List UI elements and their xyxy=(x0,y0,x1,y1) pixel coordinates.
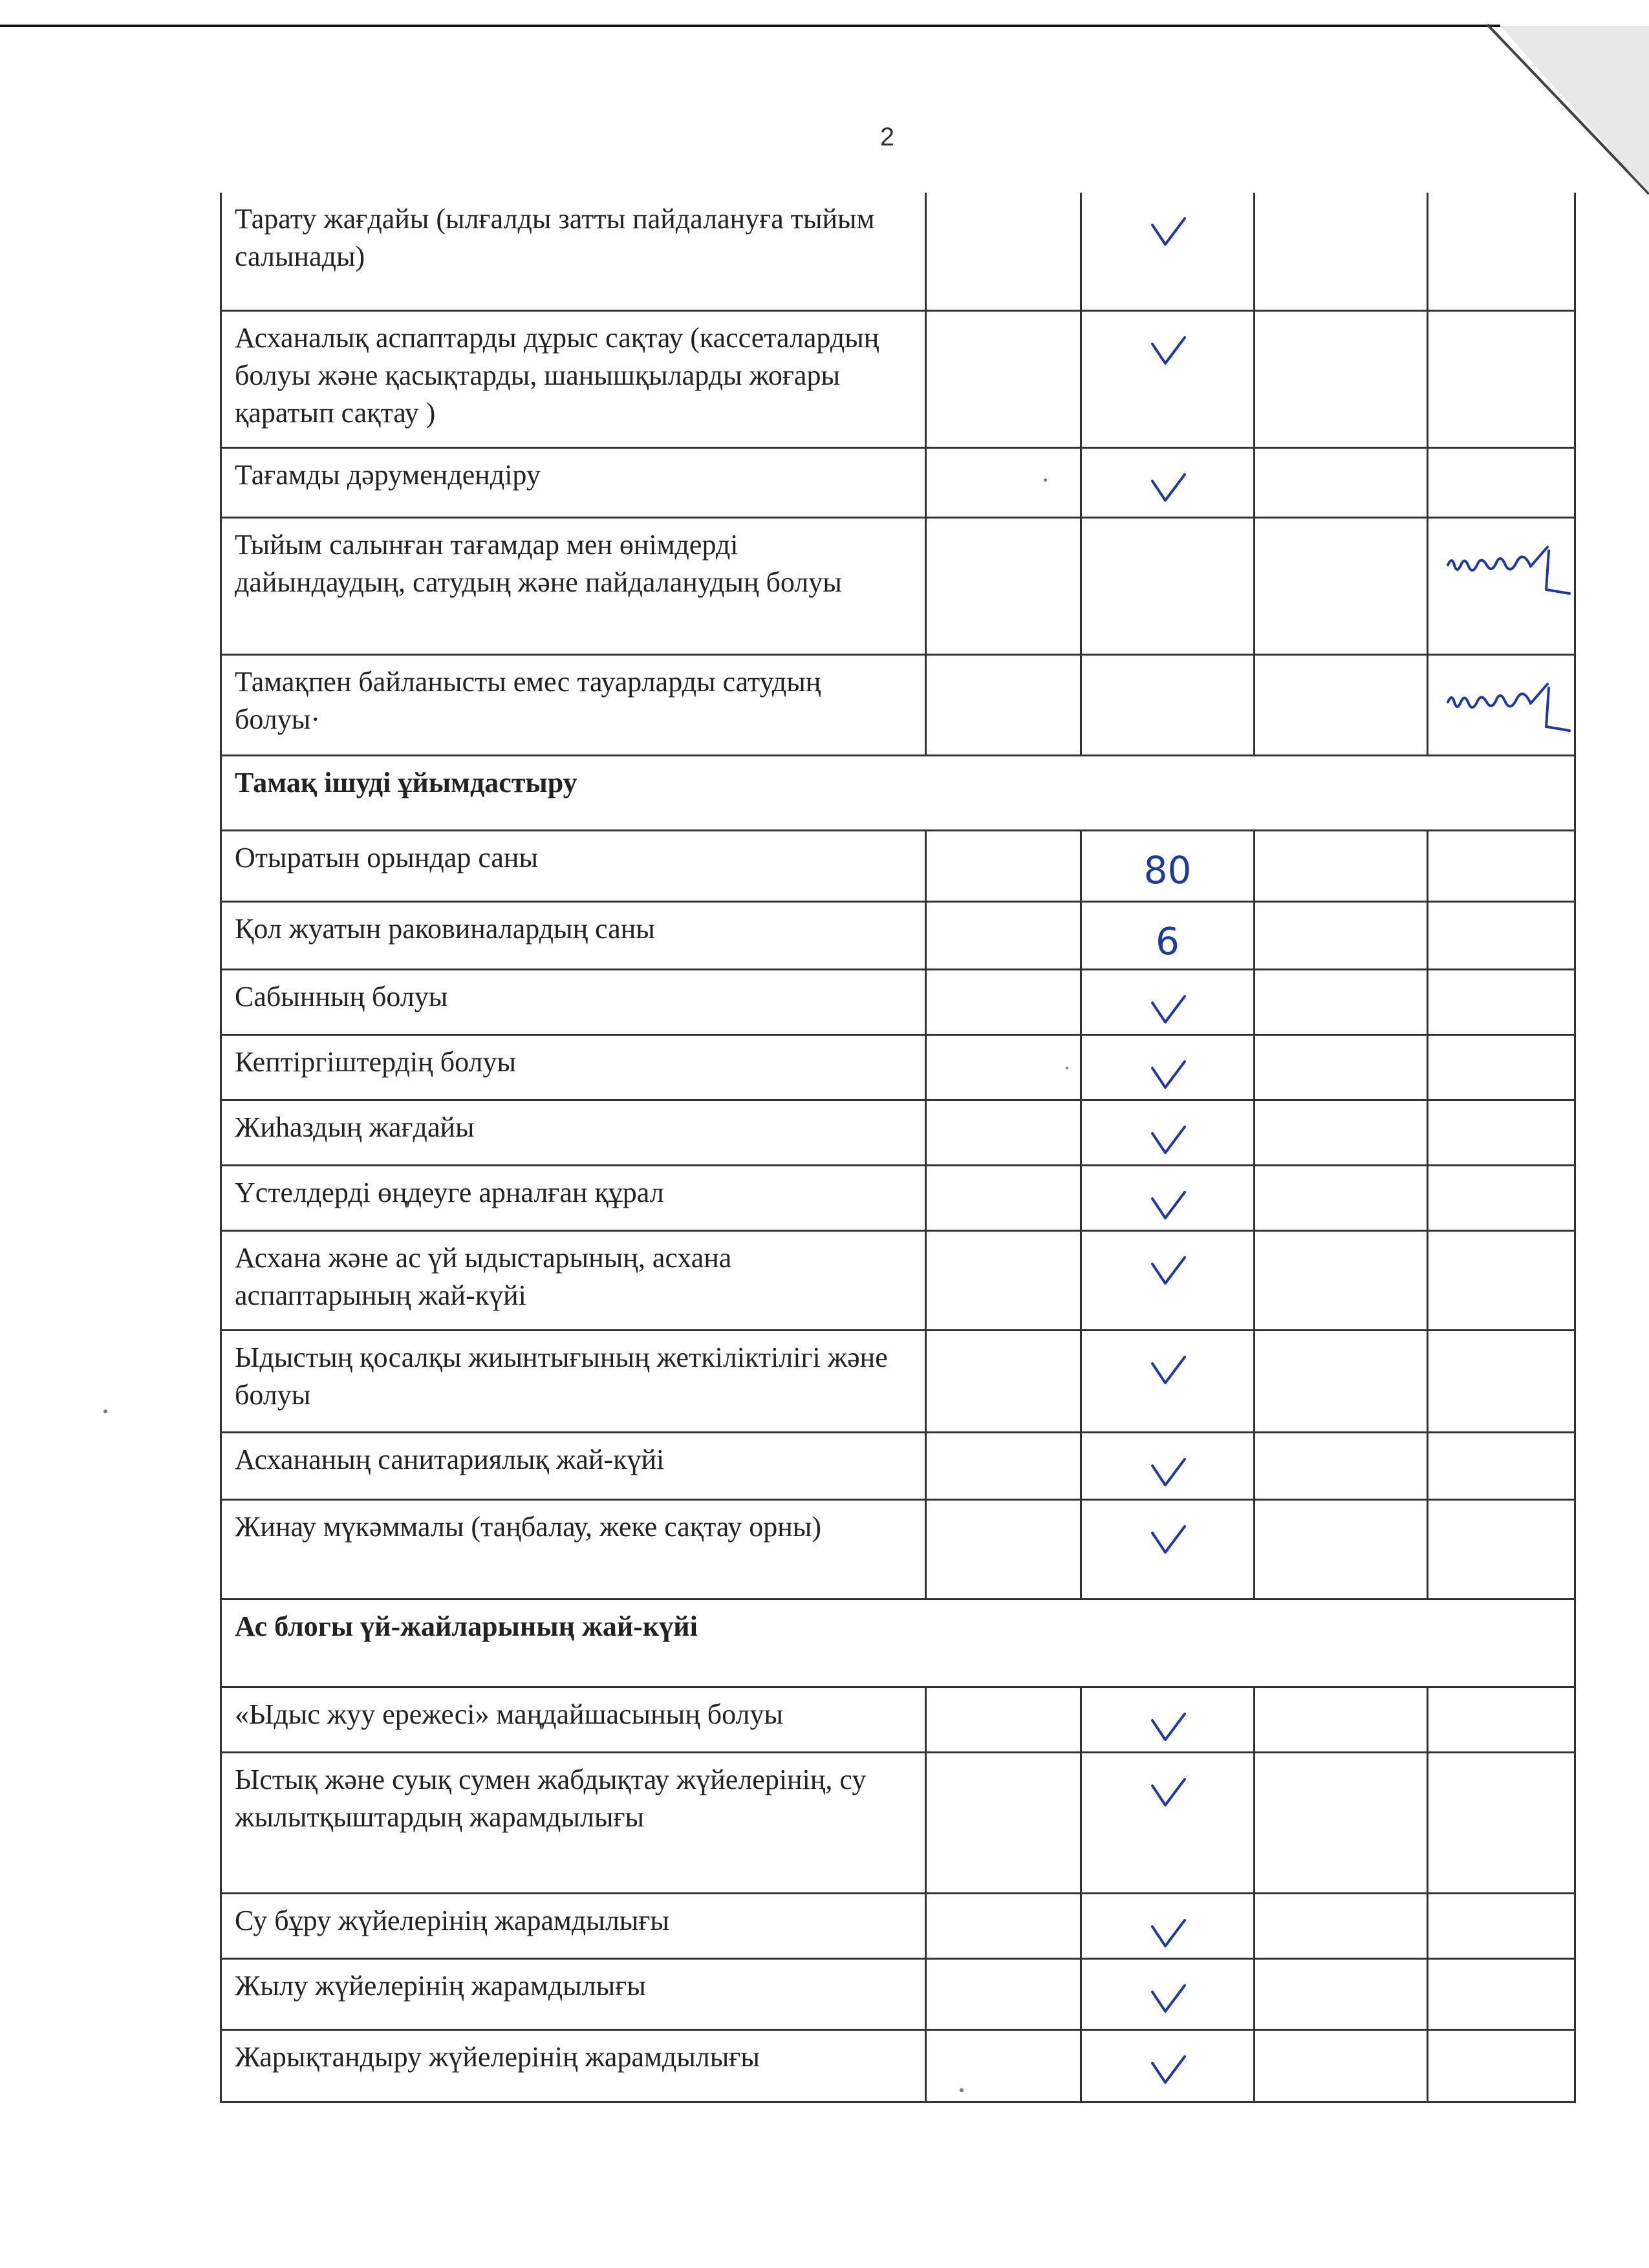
item-label: Жиһаздың жағдайы xyxy=(221,1100,926,1165)
mark-cell xyxy=(1428,1165,1575,1230)
mark-cell xyxy=(926,1687,1081,1752)
scan-speck xyxy=(960,2088,964,2092)
item-label: Асхана және ас үй ыдыстарының, асхана аспаптарының жай-күйі xyxy=(221,1230,926,1330)
checkmark-icon xyxy=(1148,335,1187,367)
checkmark-icon xyxy=(1148,1983,1187,2015)
item-label: Тарату жағдайы (ылғалды затты пайдалануға тыйым салынады) xyxy=(221,193,926,310)
mark-cell xyxy=(1255,1100,1428,1165)
item-label: Қол жуатын раковиналардың саны xyxy=(221,901,926,969)
mark-cell xyxy=(1081,1958,1255,2029)
mark-cell xyxy=(1081,2029,1255,2102)
mark-cell xyxy=(926,654,1081,755)
handwritten-negative-mark xyxy=(1441,676,1577,734)
mark-cell xyxy=(926,1165,1081,1230)
mark-cell xyxy=(1428,517,1575,654)
item-label: Отыратын орындар саны xyxy=(221,830,926,901)
mark-cell xyxy=(1428,1034,1575,1100)
mark-cell xyxy=(1428,654,1575,755)
mark-cell xyxy=(1081,1499,1255,1599)
mark-cell xyxy=(1081,517,1255,654)
mark-cell xyxy=(1255,517,1428,654)
table-row xyxy=(221,1499,1575,1599)
handwritten-value: 6 xyxy=(1156,919,1180,963)
mark-cell xyxy=(1255,1499,1428,1599)
mark-cell xyxy=(1428,1330,1575,1432)
mark-cell xyxy=(926,1100,1081,1165)
mark-cell xyxy=(926,830,1081,901)
table-row xyxy=(221,1432,1575,1499)
mark-cell xyxy=(926,1034,1081,1100)
mark-cell xyxy=(1428,1752,1575,1893)
mark-cell xyxy=(926,310,1081,447)
page-number: 2 xyxy=(879,123,895,151)
checkmark-icon xyxy=(1148,2054,1187,2086)
table-row xyxy=(221,193,1575,310)
item-label: Жылу жүйелерінің жарамдылығы xyxy=(221,1958,926,2029)
mark-cell xyxy=(926,193,1081,310)
table-row xyxy=(221,1165,1575,1230)
item-label: Тамақпен байланысты емес тауарларды сатудың болуы· xyxy=(221,654,926,755)
table-row xyxy=(221,901,1575,969)
checkmark-icon xyxy=(1148,1777,1187,1809)
table-row xyxy=(221,517,1575,654)
scan-speck xyxy=(1066,1067,1068,1069)
mark-cell xyxy=(926,969,1081,1034)
table-row xyxy=(221,1230,1575,1330)
mark-cell xyxy=(926,1330,1081,1432)
item-label: Жинау мүкәммалы (таңбалау, жеке сақтау орны) xyxy=(221,1499,926,1599)
table-row xyxy=(221,1100,1575,1165)
table-row xyxy=(221,447,1575,517)
item-label: Су бұру жүйелерінің жарамдылығы xyxy=(221,1893,926,1958)
table-row xyxy=(221,1752,1575,1893)
mark-cell xyxy=(1428,830,1575,901)
table-row xyxy=(221,830,1575,901)
scan-speck xyxy=(1044,478,1047,482)
table-row xyxy=(221,2029,1575,2102)
mark-cell xyxy=(926,1752,1081,1893)
mark-cell xyxy=(926,2029,1081,2102)
mark-cell xyxy=(1081,310,1255,447)
mark-cell xyxy=(1428,1958,1575,2029)
mark-cell xyxy=(1428,1100,1575,1165)
mark-cell xyxy=(1428,1893,1575,1958)
mark-cell xyxy=(1255,830,1428,901)
checkmark-icon xyxy=(1148,1059,1187,1091)
mark-cell xyxy=(1081,1752,1255,1893)
checkmark-icon xyxy=(1148,216,1187,248)
mark-cell xyxy=(1255,1432,1428,1499)
mark-cell xyxy=(1081,1165,1255,1230)
section-title: Тамақ ішуді ұйымдастыру xyxy=(221,755,1575,830)
item-label: Үстелдерді өңдеуге арналған құрал xyxy=(221,1165,926,1230)
mark-cell xyxy=(1255,969,1428,1034)
mark-cell xyxy=(926,1230,1081,1330)
mark-cell xyxy=(1428,1432,1575,1499)
item-label: Асхананың санитариялық жай-күйі xyxy=(221,1432,926,1499)
mark-cell xyxy=(926,901,1081,969)
mark-cell xyxy=(1255,1034,1428,1100)
table-row xyxy=(221,310,1575,447)
mark-cell xyxy=(1255,447,1428,517)
mark-cell xyxy=(926,1499,1081,1599)
checkmark-icon xyxy=(1148,1354,1187,1387)
checkmark-icon xyxy=(1148,472,1187,504)
table-row xyxy=(221,1893,1575,1958)
checkmark-icon xyxy=(1148,1124,1187,1157)
mark-cell xyxy=(1081,830,1255,901)
mark-cell xyxy=(1081,901,1255,969)
table-row xyxy=(221,969,1575,1034)
mark-cell xyxy=(1081,1100,1255,1165)
table-row xyxy=(221,1958,1575,2029)
mark-cell xyxy=(1255,1958,1428,2029)
checkmark-icon xyxy=(1148,1711,1187,1744)
mark-cell xyxy=(1255,901,1428,969)
item-label: Кептіргіштердің болуы xyxy=(221,1034,926,1100)
checkmark-icon xyxy=(1148,1255,1187,1287)
mark-cell xyxy=(1428,969,1575,1034)
mark-cell xyxy=(1081,1034,1255,1100)
scan-speck xyxy=(103,1409,107,1413)
mark-cell xyxy=(1081,1687,1255,1752)
mark-cell xyxy=(1081,447,1255,517)
table-row xyxy=(221,1034,1575,1100)
handwritten-negative-mark xyxy=(1441,539,1577,597)
mark-cell xyxy=(1081,1432,1255,1499)
mark-cell xyxy=(1255,193,1428,310)
section-header-row xyxy=(221,755,1575,830)
inspection-checklist-table xyxy=(220,193,1576,2103)
mark-cell xyxy=(926,1958,1081,2029)
mark-cell xyxy=(1081,1230,1255,1330)
mark-cell xyxy=(1255,1687,1428,1752)
item-label: Сабынның болуы xyxy=(221,969,926,1034)
mark-cell xyxy=(1428,901,1575,969)
mark-cell xyxy=(1428,2029,1575,2102)
mark-cell xyxy=(926,517,1081,654)
mark-cell xyxy=(926,447,1081,517)
mark-cell xyxy=(1255,654,1428,755)
handwritten-value: 80 xyxy=(1143,848,1192,892)
mark-cell xyxy=(1428,1230,1575,1330)
mark-cell xyxy=(1081,969,1255,1034)
mark-cell xyxy=(926,1432,1081,1499)
mark-cell xyxy=(926,1893,1081,1958)
table-row xyxy=(221,1330,1575,1432)
mark-cell xyxy=(1428,310,1575,447)
section-title: Ас блогы үй-жайларының жай-күйі xyxy=(221,1599,1575,1687)
mark-cell xyxy=(1255,310,1428,447)
mark-cell xyxy=(1081,1330,1255,1432)
mark-cell xyxy=(1428,1499,1575,1599)
mark-cell xyxy=(1081,193,1255,310)
item-label: Жарықтандыру жүйелерінің жарамдылығы xyxy=(221,2029,926,2102)
item-label: Асханалық аспаптарды дұрыс сақтау (кассеталардың болуы және қасықтарды, шанышқыларды жоғары қаратып сақтау ) xyxy=(221,310,926,447)
item-label: Ыдыстың қосалқы жиынтығының жеткіліктілігі және болуы xyxy=(221,1330,926,1432)
checkmark-icon xyxy=(1148,1524,1187,1556)
mark-cell xyxy=(1255,1330,1428,1432)
table-row xyxy=(221,654,1575,755)
item-label: Тыйым салынған тағамдар мен өнімдерді дайындаудың, сатудың және пайдаланудың болуы xyxy=(221,517,926,654)
item-label: Тағамды дәрумендендіру xyxy=(221,447,926,517)
mark-cell xyxy=(1428,193,1575,310)
item-label: Ыстық және суық сумен жабдықтау жүйелерінің, су жылытқыштардың жарамдылығы xyxy=(221,1752,926,1893)
mark-cell xyxy=(1428,447,1575,517)
item-label: «Ыдыс жуу ережесі» маңдайшасының болуы xyxy=(221,1687,926,1752)
mark-cell xyxy=(1255,1165,1428,1230)
checkmark-icon xyxy=(1148,1457,1187,1489)
mark-cell xyxy=(1255,1752,1428,1893)
checkmark-icon xyxy=(1148,1918,1187,1950)
mark-cell xyxy=(1255,1893,1428,1958)
mark-cell xyxy=(1255,1230,1428,1330)
table-row xyxy=(221,1687,1575,1752)
section-header-row xyxy=(221,1599,1575,1687)
mark-cell xyxy=(1081,654,1255,755)
mark-cell xyxy=(1255,2029,1428,2102)
mark-cell xyxy=(1081,1893,1255,1958)
checkmark-icon xyxy=(1148,994,1187,1026)
checkmark-icon xyxy=(1148,1190,1187,1222)
mark-cell xyxy=(1428,1687,1575,1752)
